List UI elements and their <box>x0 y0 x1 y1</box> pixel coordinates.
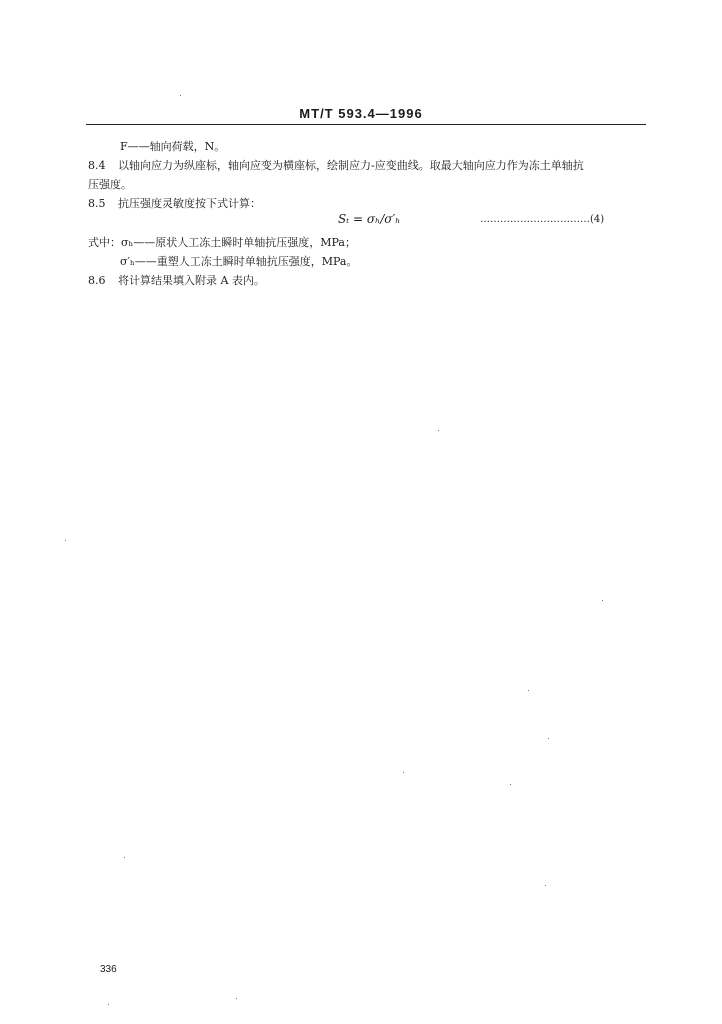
scan-speck <box>108 1004 109 1005</box>
clause-number: 8.6 <box>88 274 106 287</box>
header-rule <box>86 124 646 125</box>
scan-speck <box>510 784 511 785</box>
clause-8-5 <box>88 197 261 211</box>
page-number: 336 <box>100 964 117 975</box>
scan-speck <box>528 690 529 691</box>
scan-speck <box>548 738 549 739</box>
scan-speck <box>438 430 439 431</box>
clause-8-4 <box>88 159 584 173</box>
formula-reference: ……………………………(4) <box>480 214 605 225</box>
clause-text: 以轴向应力为纵座标，轴向应变为横座标，绘制应力-应变曲线。取最大轴向应力作为冻土单轴抗 <box>118 159 584 172</box>
clause-number: 8.5 <box>88 197 106 210</box>
clause-8-6 <box>88 274 265 288</box>
where-clause-2: σ′ₕ——重塑人工冻土瞬时单轴抗压强度，MPa。 <box>120 255 358 268</box>
scan-speck <box>65 540 66 541</box>
sensitivity-formula: Sₜ = σₕ/σ′ₕ <box>338 212 401 226</box>
scan-speck <box>602 600 603 601</box>
clause-8-4-continuation: 压强度。 <box>88 178 132 191</box>
scan-speck <box>403 772 404 773</box>
scan-speck <box>236 998 237 999</box>
clause-text: 抗压强度灵敏度按下式计算： <box>118 197 261 210</box>
scan-speck <box>124 857 125 858</box>
clause-text: 将计算结果填入附录 A 表内。 <box>118 274 265 287</box>
scan-speck <box>180 95 181 96</box>
scan-speck <box>545 885 546 886</box>
standard-code-header: MT/T 593.4—1996 <box>299 106 423 121</box>
clause-number: 8.4 <box>88 159 106 172</box>
f-definition: F——轴向荷载，N。 <box>120 140 226 153</box>
where-clause-1: 式中：σₕ——原状人工冻土瞬时单轴抗压强度，MPa； <box>88 236 356 249</box>
